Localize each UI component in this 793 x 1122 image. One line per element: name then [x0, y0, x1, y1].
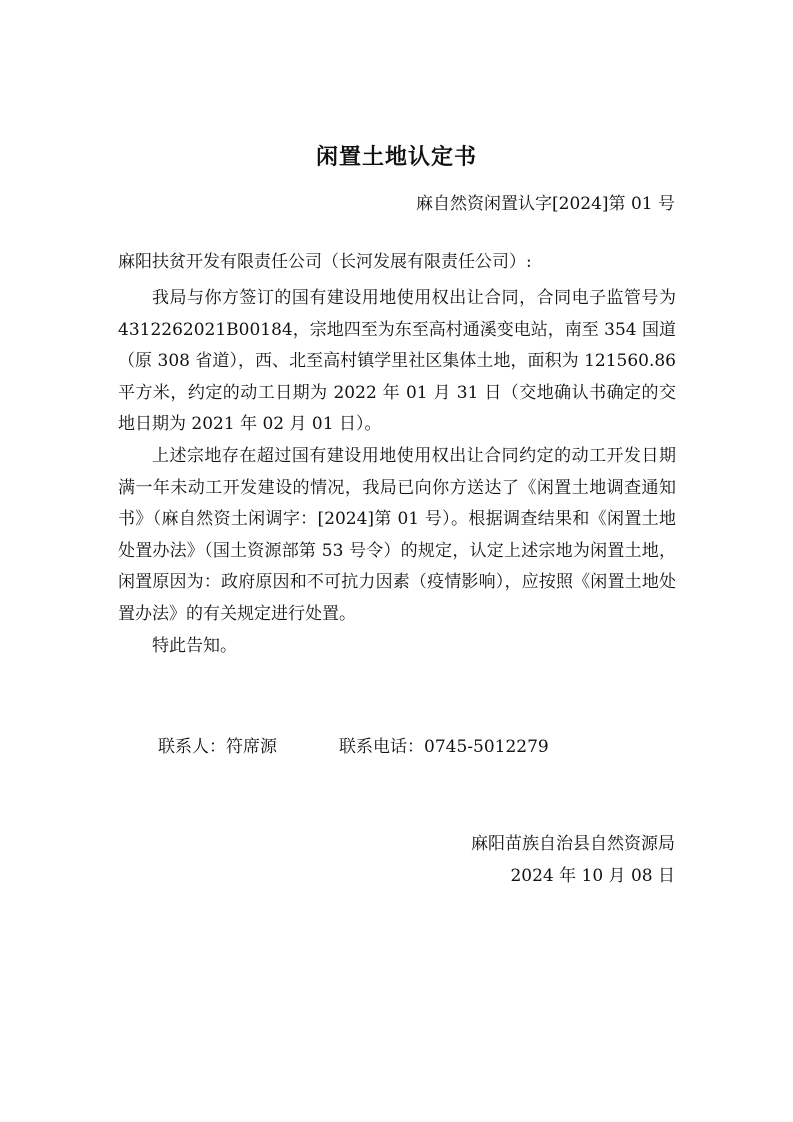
- document-title: 闲置土地认定书: [315, 145, 477, 170]
- body-paragraph-contract: 我局与你方签订的国有建设用地使用权出让合同，合同电子监管号为 4312262021B00184，宗地四至为东至高村通溪变电站，南至 354 国道（原 308 省道），西、北至高村镇学里社区集体土地，面积为 121560.86 平方米，约定的动工日期为 2022 年 01 月 31 日（交地确认书确定的交地日期为 2021 年 02 月 01 日）。: [118, 288, 676, 435]
- contact-line: [158, 733, 549, 761]
- document-body: [118, 283, 676, 662]
- contact-person: 联系人：符席源: [158, 737, 277, 757]
- body-paragraph-notice: 特此告知。: [152, 635, 237, 656]
- issue-date: 2024 年 10 月 08 日: [510, 866, 675, 886]
- contact-phone: 联系电话：0745-5012279: [339, 737, 549, 757]
- document-number: 麻自然资闲置认字[2024]第 01 号: [416, 194, 675, 214]
- body-paragraph-determination: 上述宗地存在超过国有建设用地使用权出让合同约定的动工开发日期满一年未动工开发建设的情况，我局已向你方送达了《闲置土地调查通知书》（麻自然资土闲调字：[2024]第 01 号）。根据调查结果和《闲置土地处置办法》（国土资源部第 53 号令）的规定，认定上述宗地为闲置土地，闲置原因为：政府原因和不可抗力因素（疫情影响），应按照《闲置土地处置办法》的有关规定进行处置。: [118, 445, 676, 624]
- issuer-name: 麻阳苗族自治县自然资源局: [471, 834, 675, 854]
- addressee: 麻阳扶贫开发有限责任公司（长河发展有限责任公司）:: [118, 252, 532, 272]
